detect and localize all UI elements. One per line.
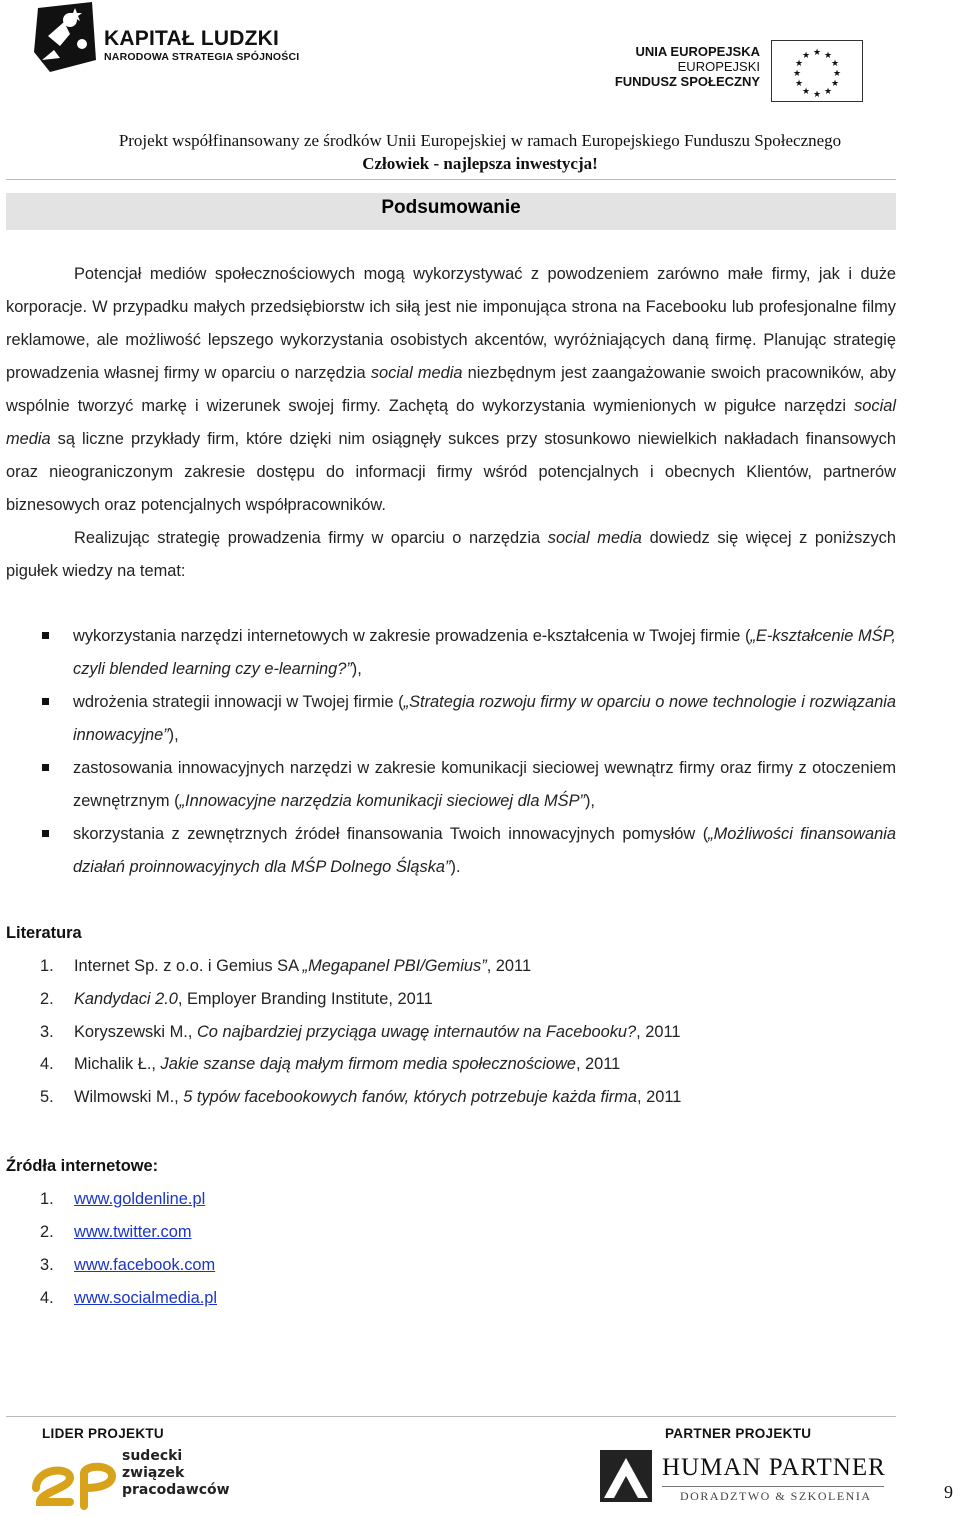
item-tail: , Employer Branding Institute, 2011	[177, 990, 433, 1008]
summary-paragraph-1	[6, 258, 896, 522]
source-item	[40, 1223, 192, 1242]
eu-logo-text	[600, 44, 760, 89]
literature-item	[40, 957, 531, 976]
svg-text:★: ★	[792, 69, 802, 79]
literature-item	[40, 1055, 620, 1074]
source-link-socialmedia[interactable]: www.socialmedia.pl	[74, 1289, 218, 1307]
item-number: 5.	[40, 1088, 54, 1106]
p1-text-b: niezbędnym jest zaangażowanie swoich pracowników, aby wspólnie tworzyć markę i wizerunek swojej firmy. Zachętą do wykorzystania wymienionych w pigułce narzędzi	[6, 364, 896, 415]
svg-text:★: ★	[832, 69, 842, 79]
item-number: 3.	[40, 1023, 54, 1041]
leader-logo	[30, 1448, 260, 1510]
topic-bullet-list	[42, 620, 896, 884]
item-tail: , 2011	[575, 1055, 621, 1073]
eu-stars-icon	[772, 41, 862, 101]
eu-text-line: UNIA EUROPEJSKA	[635, 44, 760, 59]
svg-text:★: ★	[830, 59, 840, 69]
p1-text: Potencjał mediów społecznościowych mogą wykorzystywać z powodzeniem zarówno małe firmy, jak i duże korporacje. W przypadku małych przedsiębiorstw ich siłą jest nie imponująca strona na Facebooku lub profesjonalne filmy reklamowe, ale możliwość lepszego wykorzystania osobistych akcentów, wyróżniających daną firmę. Planując strategię prowadzenia własnej firmy w oparciu o narzędzia	[6, 265, 896, 382]
source-link-goldenline[interactable]: www.goldenline.pl	[74, 1190, 206, 1208]
p2-text-b: dowiedz się więcej z poniższych pigułek wiedzy na temat:	[6, 529, 896, 580]
item-number: 4.	[40, 1289, 54, 1307]
item-number: 2.	[40, 990, 54, 1008]
leader-label: LIDER PROJEKTU	[42, 1426, 164, 1441]
svg-text:★: ★	[823, 51, 833, 61]
source-link-facebook[interactable]: www.facebook.com	[74, 1256, 216, 1274]
source-item	[40, 1190, 205, 1209]
bullet-square-icon	[42, 818, 73, 884]
svg-text:★: ★	[830, 79, 840, 89]
item-tail: , 2011	[636, 1023, 681, 1041]
p2-text: Realizując strategię prowadzenia firmy w oparciu o narzędzia	[74, 529, 548, 547]
bullet-italic: „Strategia rozwoju firmy w oparciu o nowe technologie i rozwiązania innowacyjne”	[73, 693, 896, 744]
bullet-italic: „E-kształcenie MŚP, czyli blended learning czy e-learning?”	[73, 627, 896, 678]
item-tail: , 2011	[486, 957, 532, 975]
p1-text-c: są liczne przykłady firm, które dzięki nim osiągnęły sukces przy stosunkowo niewielkich nakładach finansowych oraz nieograniczonym zakresie dostępu do informacji firmy wśród potencjalnych i obecnych Klientów, partnerów biznesowych oraz potencjalnych współpracowników.	[6, 430, 896, 514]
bullet-tail: ),	[168, 726, 179, 744]
eu-flag-icon	[771, 40, 863, 102]
bullet-item	[42, 686, 896, 752]
source-item	[40, 1256, 215, 1275]
item-italic: „Megapanel PBI/Gemius”	[302, 957, 487, 975]
human-partner-emblem-icon	[600, 1450, 652, 1502]
bullet-square-icon	[42, 620, 73, 686]
svg-text:★: ★	[801, 51, 811, 61]
item-number: 4.	[40, 1055, 54, 1073]
item-number: 3.	[40, 1256, 54, 1274]
literature-heading: Literatura	[6, 924, 82, 942]
item-italic: 5 typów facebookowych fanów, których potrzebuje każda firma	[183, 1088, 637, 1106]
item-text: Michalik Ł.,	[74, 1055, 161, 1073]
partner-label: PARTNER PROJEKTU	[665, 1426, 812, 1441]
project-slogan: Człowiek - najlepsza inwestycja!	[362, 154, 598, 173]
bullet-item	[42, 752, 896, 818]
bullet-italic: „Innowacyjne narzędzia komunikacji sieciowej dla MŚP”	[179, 792, 585, 810]
source-item	[40, 1289, 217, 1308]
bullet-text: skorzystania z zewnętrznych źródeł finansowania Twoich innowacyjnych pomysłów (	[73, 825, 709, 843]
svg-text:★: ★	[812, 48, 822, 58]
leader-logo-line: związek	[122, 1465, 185, 1481]
partner-logo	[600, 1448, 900, 1508]
svg-text:★: ★	[794, 59, 804, 69]
partner-logo-name: HUMAN PARTNER	[662, 1454, 886, 1481]
literature-item	[40, 1088, 681, 1107]
szp-logo-icon	[30, 1448, 120, 1510]
header-divider	[6, 179, 896, 180]
svg-text:★: ★	[812, 90, 822, 100]
item-text: Koryszewski M.,	[74, 1023, 197, 1041]
svg-text:★: ★	[794, 79, 804, 89]
bullet-italic: „Możliwości finansowania działań proinnowacyjnych dla MŚP Dolnego Śląska”	[73, 825, 896, 876]
bullet-item	[42, 620, 896, 686]
bullet-square-icon	[42, 686, 73, 752]
kapital-ludzki-emblem-icon	[30, 0, 100, 75]
kapital-ludzki-subtitle: NARODOWA STRATEGIA SPÓJNOŚCI	[104, 51, 300, 63]
svg-text:★: ★	[801, 87, 811, 97]
literature-item	[40, 990, 433, 1009]
bullet-tail: ),	[351, 660, 362, 678]
project-cofinance-line: Projekt współfinansowany ze środków Unii Europejskiej w ramach Europejskiego Funduszu Społecznego	[118, 131, 842, 150]
p1-italic-1: social media	[370, 364, 463, 382]
item-number: 2.	[40, 1223, 54, 1241]
footer-divider	[6, 1416, 896, 1417]
item-tail: , 2011	[636, 1088, 682, 1106]
bullet-text: wykorzystania narzędzi internetowych w zakresie prowadzenia e-kształcenia w Twojej firmie (	[73, 627, 751, 645]
item-number: 1.	[40, 1190, 54, 1208]
item-italic: Jakie szanse dają małym firmom media społecznościowe	[160, 1055, 576, 1073]
summary-body	[6, 258, 896, 588]
svg-text:★: ★	[823, 87, 833, 97]
eu-text-line: EUROPEJSKI	[677, 59, 760, 74]
eu-text-line: FUNDUSZ SPOŁECZNY	[614, 74, 760, 89]
page-number: 9	[944, 1482, 953, 1502]
leader-logo-line: pracodawców	[122, 1482, 230, 1498]
p1-italic-2: social media	[6, 397, 896, 448]
summary-paragraph-2	[6, 522, 896, 588]
kapital-ludzki-name: KAPITAŁ LUDZKI	[104, 27, 280, 50]
leader-logo-line: sudecki	[122, 1448, 183, 1464]
bullet-item	[42, 818, 896, 884]
partner-logo-sub: DORADZTWO & SZKOLENIA	[680, 1489, 872, 1503]
item-italic: Co najbardziej przyciąga uwagę internautów na Facebooku?	[196, 1023, 637, 1041]
bullet-tail: ).	[450, 858, 461, 876]
bullet-square-icon	[42, 752, 73, 818]
bullet-tail: ),	[584, 792, 595, 810]
literature-item	[40, 1023, 681, 1042]
item-italic: Kandydaci 2.0	[74, 990, 178, 1008]
p2-italic: social media	[547, 529, 642, 547]
item-number: 1.	[40, 957, 54, 975]
item-text: Internet Sp. z o.o. i Gemius SA	[74, 957, 303, 975]
section-title: Podsumowanie	[6, 193, 896, 230]
source-link-twitter[interactable]: www.twitter.com	[74, 1223, 192, 1241]
sources-heading: Źródła internetowe:	[6, 1157, 159, 1175]
item-text: Wilmowski M.,	[74, 1088, 184, 1106]
bullet-text: wdrożenia strategii innowacji w Twojej firmie (	[73, 693, 404, 711]
bullet-text: zastosowania innowacyjnych narzędzi w zakresie komunikacji sieciowej wewnątrz firmy oraz firmy z otoczeniem zewnętrznym (	[73, 759, 896, 810]
